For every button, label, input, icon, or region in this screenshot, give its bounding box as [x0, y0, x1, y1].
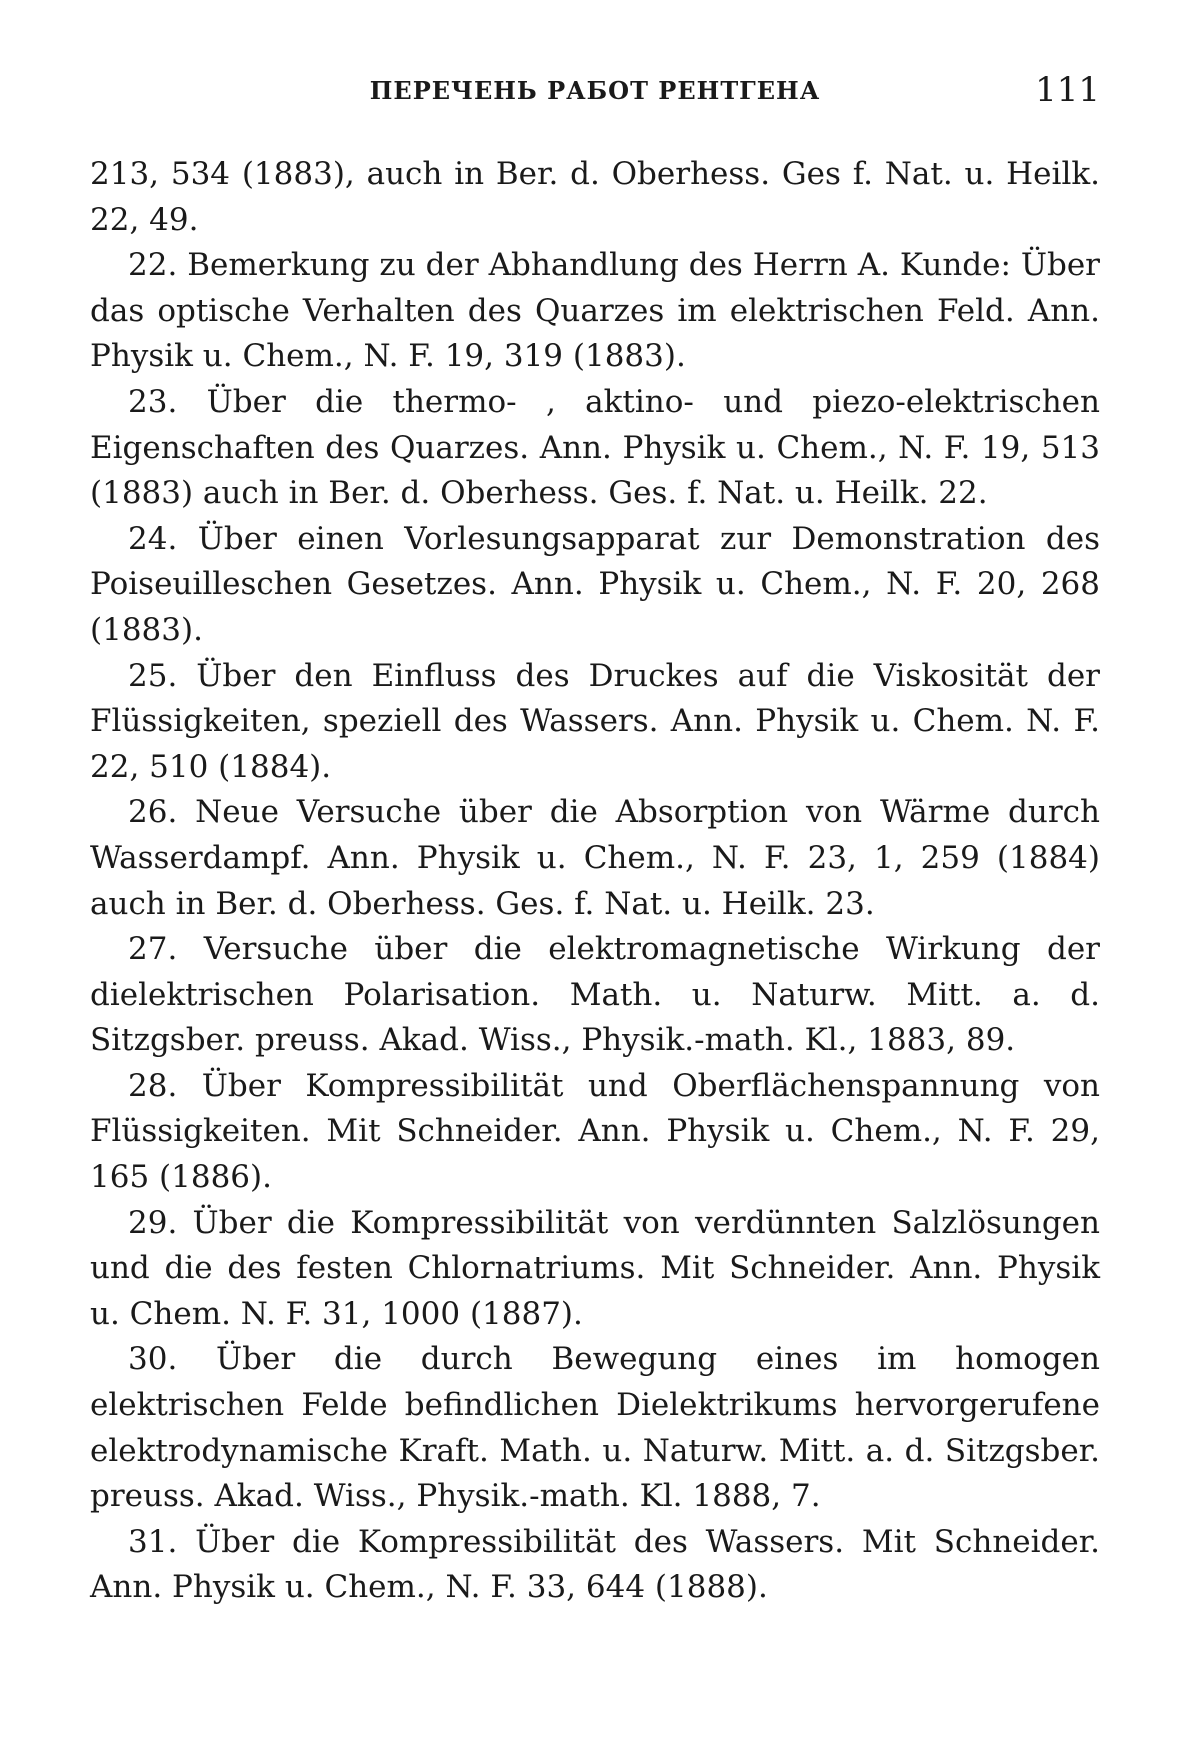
document-page: [90, 70, 1100, 1720]
entry-29: 29. Über die Kompressibilität von verdünnten Salzlösungen und die des festen Chlornatriums. Mit Schneider. Ann. Physik u. Chem. N. F. 31, 1000 (1887).: [90, 1204, 1100, 1332]
entry-24: 24. Über einen Vorlesungsapparat zur Demonstration des Poiseuilleschen Gesetzes. Ann. Physik u. Chem., N. F. 20, 268 (1883).: [90, 520, 1100, 648]
entry-22: 22. Bemerkung zu der Abhandlung des Herrn A. Kunde: Über das optische Verhalten des Quarzes im elektrischen Feld. Ann. Physik u. Chem., N. F. 19, 319 (1883).: [90, 247, 1100, 375]
entry-27: 27. Versuche über die elektromagnetische Wirkung der dielektrischen Polarisation. Math. u. Naturw. Mitt. a. d. Sitzgsber. preuss. Akad. Wiss., Physik.-math. Kl., 1883, 89.: [90, 931, 1100, 1059]
entry-26: 26. Neue Versuche über die Absorption von Wärme durch Wasserdampf. Ann. Physik u. Chem., N. F. 23, 1, 259 (1884) auch in Ber. d. Oberhess. Ges. f. Nat. u. Heilk. 23.: [90, 794, 1100, 922]
bibliography-list: [90, 152, 1100, 1611]
entry-continuation: 213, 534 (1883), auch in Ber. d. Oberhess. Ges f. Nat. u. Heilk. 22, 49.: [90, 156, 1100, 238]
page-number: 111: [1035, 70, 1100, 110]
running-title: ПЕРЕЧЕНЬ РАБОТ РЕНТГЕНА: [369, 76, 821, 105]
entry-30: 30. Über die durch Bewegung eines im homogen elektrischen Felde befindlichen Dielektrikums hervorgerufene elektrodynamische Kraft. Math. u. Naturw. Mitt. a. d. Sitzgsber. preuss. Akad. Wiss., Physik.-math. Kl. 1888, 7.: [90, 1341, 1100, 1515]
entry-23: 23. Über die thermo- , aktino- und piezo-elektrischen Eigenschaften des Quarzes. Ann. Physik u. Chem., N. F. 19, 513 (1883) auch in Ber. d. Oberhess. Ges. f. Nat. u. Heilk. 22.: [90, 383, 1100, 512]
entry-28: 28. Über Kompressibilität und Oberflächenspannung von Flüssigkeiten. Mit Schneider. Ann. Physik u. Chem., N. F. 29, 165 (1886).: [90, 1067, 1100, 1196]
entry-25: 25. Über den Einfluss des Druckes auf die Viskosität der Flüssigkeiten, speziell des Wassers. Ann. Physik u. Chem. N. F. 22, 510 (1884).: [90, 657, 1100, 785]
running-head: [90, 70, 1100, 130]
entry-31: 31. Über die Kompressibilität des Wassers. Mit Schneider. Ann. Physik u. Chem., N. F. 33, 644 (1888).: [90, 1523, 1100, 1606]
